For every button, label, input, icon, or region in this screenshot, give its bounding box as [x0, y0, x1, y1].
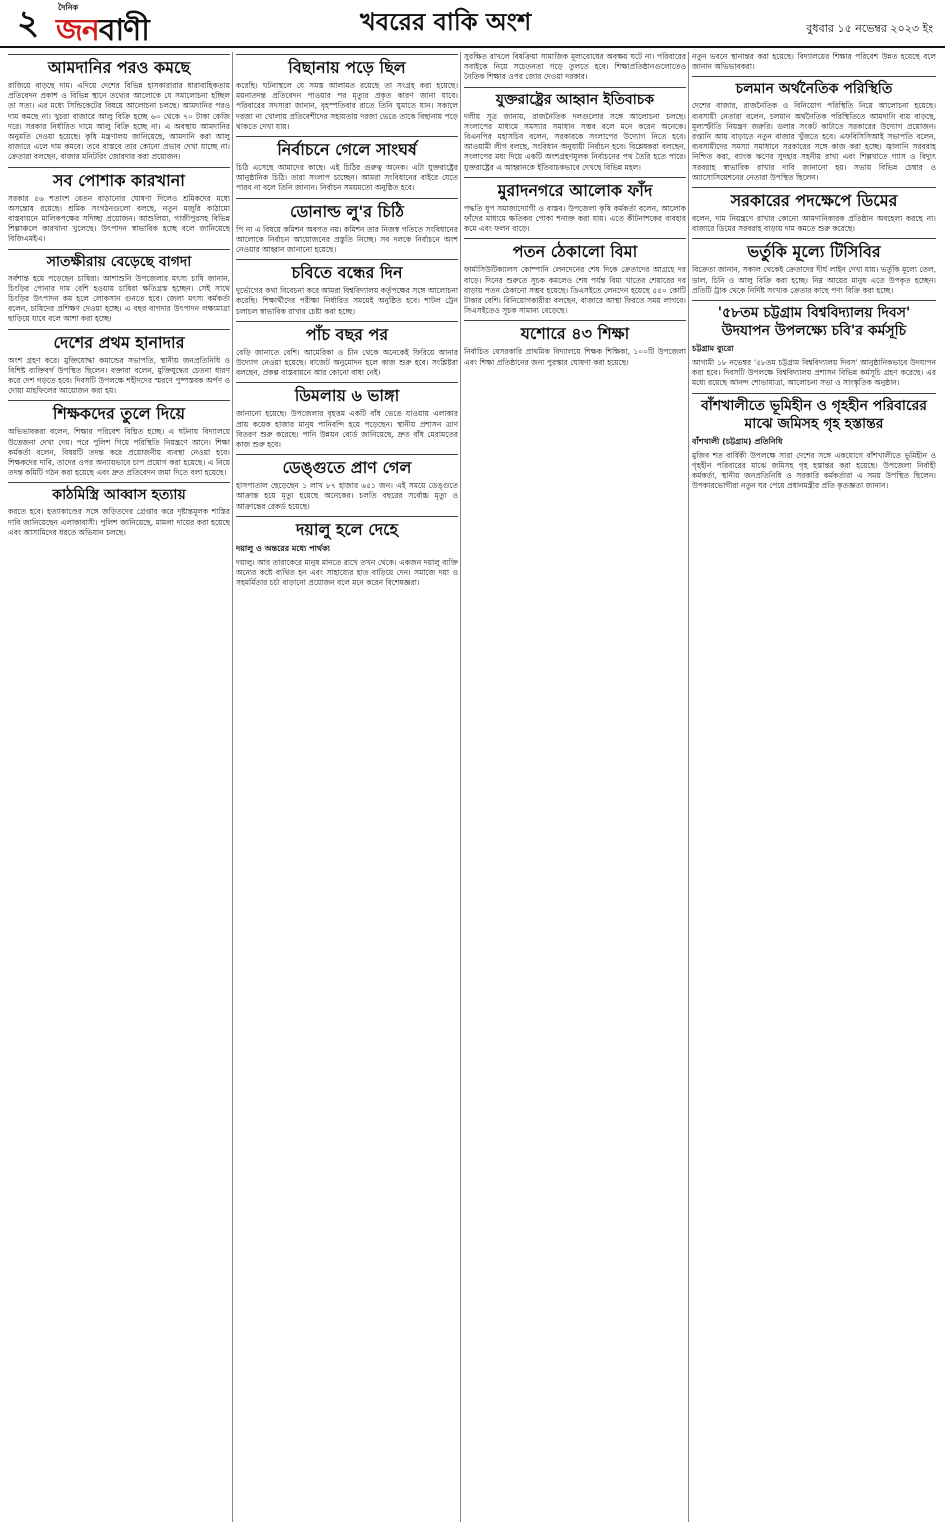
article — [692, 300, 936, 389]
article — [692, 393, 936, 492]
article-body: নির্বাচিত বেসরকারি প্রাথমিক বিদ্যালয়ে শিক্ষক শিক্ষিকা, ১০০টি উপজেলা এবং শিক্ষা প্রতিষ্ঠানের জন্য পুরস্কার ঘোষণা করা হয়েছে। — [464, 347, 686, 367]
column-divider — [460, 52, 461, 1522]
article-headline: কাঠমিস্ত্রি আব্বাস হত্যায় — [8, 482, 230, 504]
article-headline: সাতক্ষীরায় বেড়েছে বাগদা — [8, 249, 230, 271]
article-headline: আমদানির পরও কমছে — [8, 54, 230, 78]
article — [236, 136, 458, 194]
page-number: ২ — [16, 3, 40, 43]
article — [8, 54, 230, 163]
article-body: জানানো হয়েছে। উপজেলার বৃহত্তম একটি বাঁধ ভেঙে যাওয়ায় এলাকার প্রায় কয়েক হাজার মানুষ পানিবন্দি হয়ে পড়েছেন। স্থানীয় প্রশাসন ত্রাণ বিতরণ শুরু করেছে। পানি উন্নয়ন বোর্ড জানিয়েছে, দ্রুত বাঁধ মেরামতের কাজ শুরু হবে। — [236, 409, 458, 450]
article-headline: '৫৮তম চট্টগ্রাম বিশ্ববিদ্যালয় দিবস' উদযাপন উপলক্ষ্যে চবি'র কর্মসূচি — [692, 300, 936, 340]
column-4 — [692, 52, 936, 1522]
column-divider — [688, 52, 689, 1522]
column-2 — [236, 52, 458, 1522]
article — [236, 198, 458, 256]
article-subhead: দয়ালু ও অন্তরের মধ্যে পার্থক্য — [236, 543, 330, 553]
article — [692, 187, 936, 234]
article-headline: পতন ঠেকালো বিমা — [464, 238, 686, 262]
article-headline: দেশের প্রথম হানাদার — [8, 329, 230, 353]
article-headline: ডিমলায় ৬ ভাঙ্গা — [236, 382, 458, 406]
masthead — [0, 0, 945, 48]
article-headline: ডোনাল্ড লু'র চিঠি — [236, 198, 458, 222]
logo-small-text: দৈনিক — [58, 3, 79, 12]
article-body: মুজিব শত বার্ষিকী উপলক্ষে সারা দেশের সঙ্গে একযোগে বাঁশখালীতে ভূমিহীন ও গৃহহীন পরিবারের মাঝে জমিসহ গৃহ হস্তান্তর করা হয়েছে। উপজেলা নির্বাহী কর্মকর্তা, স্থানীয় জনপ্রতিনিধি ও সরকারি কর্মকর্তারা এ সময় উপস্থিত ছিলেন। উপকারভোগীরা নতুন ঘর পেয়ে প্রধানমন্ত্রীর প্রতি কৃতজ্ঞতা জানান। — [692, 450, 936, 491]
article — [464, 177, 686, 235]
article-byline: চট্টগ্রাম ব্যুরো — [692, 344, 734, 354]
article-headline: বিছানায় পড়ে ছিল — [236, 54, 458, 78]
column-1 — [8, 52, 230, 1522]
article-headline: চবিতে বন্ধের দিন — [236, 259, 458, 283]
article-body: নতুন ভবনে স্থানান্তর করা হয়েছে। বিদ্যালয়ের শিক্ষার পরিবেশ উন্নত হয়েছে বলে জানান অভিভাবকরা। — [692, 52, 936, 72]
article — [236, 259, 458, 317]
article-headline: মুরাদনগরে আলোক ফাঁদ — [464, 177, 686, 201]
article-headline: পাঁচ বছর পর — [236, 321, 458, 345]
article-headline: বাঁশখালীতে ভূমিহীন ও গৃহহীন পরিবারের মাঝে জমিসহ গৃহ হস্তান্তর — [692, 393, 936, 433]
article — [8, 167, 230, 245]
article — [692, 238, 936, 296]
article — [8, 482, 230, 538]
article-body: অভিভাবকরা বলেন, শিক্ষার পরিবেশ বিঘ্নিত হচ্ছে। এ ঘটনায় বিদ্যালয়ে উত্তেজনা দেখা দেয়। পরে পুলিশ গিয়ে পরিস্থিতি নিয়ন্ত্রণে আনে। শিক্ষা কর্মকর্তা বলেন, বিষয়টি তদন্ত করে প্রয়োজনীয় ব্যবস্থা নেওয়া হবে। শিক্ষকদের দাবি, তাদের ওপর অন্যায়ভাবে চাপ প্রয়োগ করা হয়েছে। এ নিয়ে তদন্ত কমিটি গঠন করা হয়েছে এবং দ্রুত প্রতিবেদন জমা দিতে বলা হয়েছে। — [8, 427, 230, 478]
article — [464, 87, 686, 173]
article-headline: যশোরে ৪৩ শিক্ষা — [464, 320, 686, 344]
article-body: রাজিয়ে বাড়ছে দাম। এদিয়ে দেশের বিভিন্ন হাসকারারার ধারাবাহিকতায় প্রতিবেদন প্রকাশ ও বিভিন্ন স্থানে তথ্যের আলোকে যে সমালোচনা হচ্ছিল তা সত্য। এর মধ্যে সিন্ডিকেটের বিষয়ে আলোচনা চলছে। আমদানির পরও দাম কমছে না। খুচরা বাজারে আলু বিক্রি হচ্ছে ৬০ থেকে ৭০ টাকা কেজি দরে। সরকার নির্ধারিত দামে আলু বিক্রি হচ্ছে না। এ অবস্থায় আমদানির অনুমতি দেওয়া হয়েছে। কৃষি মন্ত্রণালয় জানিয়েছে, আমদানি করা আলু বাজারে এলে দাম কমবে। তবে বাস্তবে তার কোনো প্রভাব দেখা যাচ্ছে না। ক্রেতারা বলছেন, বাজার মনিটরিং জোরদার করা প্রয়োজন। — [8, 81, 230, 162]
logo-part-1: জন — [56, 13, 99, 48]
article-headline: নির্বাচনে গেলে সাংঘর্ষ — [236, 136, 458, 160]
article — [464, 52, 686, 83]
newspaper-logo — [56, 2, 226, 48]
article-body: দলীয় সূত্র জানায়, রাজনৈতিক দলগুলোর সঙ্গে আলোচনা চলছে। সংলাপের মাধ্যমে সমস্যার সমাধান সম্ভব বলে মনে করেন অনেকে। বিএনপির মহাসচিব বলেন, সরকারকে সংলাপের উদ্যোগ নিতে হবে। আওয়ামী লীগ বলছে, সংবিধান অনুযায়ী নির্বাচন হবে। বিশ্লেষকরা বলছেন, সংলাপের মধ্য দিয়ে একটি অংশগ্রহণমূলক নির্বাচনের পথ তৈরি হতে পারে। যুক্তরাষ্ট্রের এ আহ্বানকে ইতিবাচকভাবে দেখছে বিভিন্ন মহল। — [464, 111, 686, 172]
article-headline: ডেঙ্গুতে প্রাণ গেল — [236, 454, 458, 478]
column-divider — [232, 52, 233, 1522]
article-headline: চলমান অর্থনৈতিক পরিস্থিতি — [692, 76, 936, 98]
article-headline: শিক্ষকদের তুলে দিয়ে — [8, 400, 230, 424]
column-3 — [464, 52, 686, 1522]
section-title: খবরের বাকি অংশ — [360, 8, 532, 36]
article-body: বলেন, দাম নিয়ন্ত্রণে রাখার কোনো আমদানিকারক প্রতিষ্ঠান অবহেলা করছে না। বাজারে ডিমের সরবরাহ বাড়ায় দাম কমতে শুরু করেছে। — [692, 214, 936, 234]
article-byline: বাঁশখালী (চট্টগ্রাম) প্রতিনিধি — [692, 436, 783, 446]
article-body: আগামী ১৮ নভেম্বর '৫৮তম চট্টগ্রাম বিশ্ববিদ্যালয় দিবস' আনুষ্ঠানিকভাবে উদযাপন করা হবে। দিবসটি উপলক্ষে বিশ্ববিদ্যালয় প্রশাসন বিভিন্ন কর্মসূচি গ্রহণ করেছে। এর মধ্যে রয়েছে আনন্দ শোভাযাত্রা, আলোচনা সভা ও সাংস্কৃতিক অনুষ্ঠান। — [692, 358, 936, 388]
article-body: ফার্মাসিউটিক্যালস কোম্পানি লেনদেনের শেষ দিকে ক্রেতাদের আগ্রহে দর বাড়ে। দিনের শুরুতে সূচক কমলেও শেষ পর্যন্ত বিমা খাতের শেয়ারের দর বাড়ায় পতন ঠেকানো সম্ভব হয়েছে। ডিএসইতে লেনদেন হয়েছে ৫৫০ কোটি টাকার বেশি। বিনিয়োগকারীরা বলছেন, বাজারে আস্থা ফিরতে সময় লাগবে। সিএসইতেও সূচক সামান্য বেড়েছে। — [464, 265, 686, 316]
article-headline: ভর্তুকি মূল্যে টিসিবির — [692, 238, 936, 262]
article-headline: যুক্তরাষ্ট্রের আহ্বান ইতিবাচক — [464, 87, 686, 109]
article-body: দেশের বাজার, রাজনৈতিক ও বিনিয়োগ পরিস্থিতি নিয়ে আলোচনা হয়েছে। ব্যবসায়ী নেতারা বলেন, চলমান অর্থনৈতিক পরিস্থিতিতে আমদানি ব্যয় বাড়ছে, মূল্যস্ফীতি নিয়ন্ত্রণ জরুরি। ডলার সংকট কাটাতে সরকারের উদ্যোগ প্রয়োজন। রপ্তানি আয় বাড়াতে নতুন বাজার খুঁজতে হবে। এফবিসিসিআই সভাপতি বলেন, ব্যবসায়ীদের সমস্যা সমাধানে সরকারের সঙ্গে কাজ করা হচ্ছে। জ্বালানি সরবরাহ নিশ্চিত করা, ব্যাংক ঋণের সুদহার সহনীয় রাখা এবং শিল্পখাতে গ্যাস ও বিদ্যুৎ সরবরাহ স্বাভাবিক রাখার দাবি জানানো হয়। সভায় বিভিন্ন চেম্বার ও অ্যাসোসিয়েশনের নেতারা উপস্থিত ছিলেন। — [692, 101, 936, 182]
article-body: হাসপাতাল ছেড়েছেন ১ লাখ ৮৭ হাজার ৬৫১ জন। এই সময়ে ডেঙ্গুতে আক্রান্ত হয়ে মৃত্যু হয়েছে অনেকের। চলতি বছরের সর্বোচ্চ মৃত্যু ও আক্রান্তের রেকর্ড হয়েছে। — [236, 481, 458, 511]
article — [236, 382, 458, 450]
article-body: দুর্ভোগের কথা বিবেচনা করে আমরা বিশ্ববিদ্যালয় কর্তৃপক্ষের সঙ্গে আলোচনা করেছি। শিক্ষার্থীদের পরীক্ষা নির্ধারিত সময়েই অনুষ্ঠিত হবে। শাটল ট্রেন চলাচল স্বাভাবিক রাখার চেষ্টা করা হচ্ছে। — [236, 286, 458, 316]
article — [8, 400, 230, 478]
article-body: চিঠি এসেছে আমাদের কাছে। এই চিঠির গুরুত্ব অনেক। এটা যুক্তরাষ্ট্রের আনুষ্ঠানিক চিঠি। তারা সংলাপ চাচ্ছেন। আমরা সংবিধানের বাইরে যেতে পারব না বলে তিনি জানান। নির্বাচন সময়মতো অনুষ্ঠিত হবে। — [236, 163, 458, 193]
article — [236, 321, 458, 379]
article-headline: সরকারের পদক্ষেপে ডিমের — [692, 187, 936, 211]
article — [692, 76, 936, 183]
dateline: বুধবার ১৫ নভেম্বর ২০২৩ ইং — [806, 22, 933, 35]
article — [464, 320, 686, 367]
article-headline: সব পোশাক কারখানা — [8, 167, 230, 191]
article-body: সর্বশান্ত হয়ে পড়েছেন চাষিরা। আশাশুনি উপজেলার মৎস্য চাষি জানান, চিংড়ির পোনার দাম বেশি হওয়ায় চাষিরা ক্ষতিগ্রস্ত হচ্ছেন। সেই সাথে চিংড়ির উৎপাদন কম হলে লোকসান গুনতে হবে। জেলা মৎস্য কর্মকর্তা বলেন, চাষিদের প্রশিক্ষণ দেওয়া হচ্ছে। এ বছর বাগদার উৎপাদন লক্ষ্যমাত্রা ছাড়িয়ে যাবে বলে আশা করা হচ্ছে। — [8, 273, 230, 324]
article-body: সরকার ৫৬ শতাংশ বেতন বাড়ানোর ঘোষণা দিলেও শ্রমিকদের মধ্যে অসন্তোষ রয়েছে। শ্রমিক সংগঠনগুলো বলছে, নতুন মজুরি কাঠামো বাস্তবায়নে মালিকপক্ষের সদিচ্ছা প্রয়োজন। আশুলিয়া, গাজীপুরসহ বিভিন্ন শিল্পাঞ্চলে কারখানা খুলেছে। উৎপাদন স্বাভাবিক হচ্ছে বলে জানিয়েছে বিজিএমইএ। — [8, 193, 230, 244]
article-body: বিক্রেতা জানান, সকাল থেকেই ক্রেতাদের দীর্ঘ লাইন দেখা যায়। ভর্তুকি মূল্যে তেল, ডাল, চিনি ও আলু বিক্রি করা হচ্ছে। নিম্ন আয়ের মানুষ এতে উপকৃত হচ্ছেন। প্রতিটি ট্রাক থেকে নির্দিষ্ট সংখ্যক ক্রেতার কাছে পণ্য বিক্রি করা হচ্ছে। — [692, 265, 936, 295]
article — [236, 516, 458, 589]
article — [692, 52, 936, 72]
logo-part-2: বাণী — [98, 13, 149, 48]
article-body: বেড়ি জানাতে বেশি। আমেরিকা ও চীন থেকে অনেকেই ফিরিয়ে আনার উদ্যোগ নেওয়া হয়েছে। বাজেট অনুমোদন হলে কাজ শুরু হবে। সংশ্লিষ্টরা বলছেন, প্রকল্প বাস্তবায়নে আর কোনো বাধা নেই। — [236, 347, 458, 378]
article-headline: দয়ালু হলে দেহে — [236, 516, 458, 540]
article-body: সুরক্ষিত রাখলে বিষক্রিয়া সামাজিক মূল্যবোধের অবক্ষয় ঘটে না। পরিবারের সবাইকে নিয়ে সচেতনতা গড়ে তুলতে হবে। শিক্ষাপ্রতিষ্ঠানগুলোতেও নৈতিক শিক্ষার ওপর জোর দেওয়া দরকার। — [464, 52, 686, 82]
article-body: অংশ গ্রহণ করে। মুক্তিযোদ্ধা কমান্ডের সভাপতি, স্থানীয় জনপ্রতিনিধি ও বিশিষ্ট ব্যক্তিবর্গ উপস্থিত ছিলেন। বক্তারা বলেন, মুক্তিযুদ্ধের চেতনা ধারণ করে দেশ গড়তে হবে। দিবসটি উপলক্ষে শহীদদের স্মরণে পুষ্পস্তবক অর্পণ ও দোয়া মাহফিলের আয়োজন করা হয়। — [8, 355, 230, 396]
article-body: করেছি। ঘটনাস্থলে যে সমস্ত আলামত রয়েছে তা সংগ্রহ করা হয়েছে। ময়নাতদন্ত প্রতিবেদন পাওয়ার পর মৃত্যুর প্রকৃত কারণ জানা যাবে। পরিবারের সদস্যরা জানান, বৃহস্পতিবার রাতে তিনি ঘুমাতে যান। সকালে দরজা না খোলায় প্রতিবেশীদের সহায়তায় দরজা ভেঙে তাকে বিছানায় পড়ে থাকতে দেখা যায়। — [236, 81, 458, 131]
article-body: দয়ালু। আর তারাকেরে মানুষ মানতে রাখে তখন থেকে। একজন দয়ালু ব্যক্তি অন্যের কষ্টে ব্যথিত হন এবং সাহায্যের হাত বাড়িয়ে দেন। সমাজে দয়া ও সহমর্মিতার চর্চা বাড়ানো প্রয়োজন বলে মনে করেন বিশেষজ্ঞরা। — [236, 557, 458, 588]
article — [236, 454, 458, 512]
article-body: পি না এ বিষয়ে কমিশন অবগত নয়। কমিশন তার নিজস্ব গতিতে সংবিধানের আলোকে নির্বাচন আয়োজনের প্রস্তুতি নিচ্ছে। সব দলকে নির্বাচনে অংশ নেওয়ার আহ্বান জানানো হয়েছে। — [236, 224, 458, 255]
article — [8, 329, 230, 397]
article-body: পদ্ধতি ধূপ সমাজাদ্যোগী ও বাস্তব। উপজেলা কৃষি কর্মকর্তা বলেন, আলোক ফাঁদের মাধ্যমে ক্ষতিকর পোকা শনাক্ত করা যায়। এতে কীটনাশকের ব্যবহার কমে এবং ফলন বাড়ে। — [464, 203, 686, 234]
article-body: করতে হবে। হত্যাকাণ্ডের সঙ্গে জড়িতদের গ্রেপ্তার করে দৃষ্টান্তমূলক শাস্তির দাবি জানিয়েছেন এলাকাবাসী। পুলিশ জানিয়েছে, মামলা দায়ের করা হয়েছে এবং আসামিদের ধরতে অভিযান চলছে। — [8, 507, 230, 537]
article — [236, 54, 458, 132]
article — [464, 238, 686, 316]
article — [8, 249, 230, 325]
